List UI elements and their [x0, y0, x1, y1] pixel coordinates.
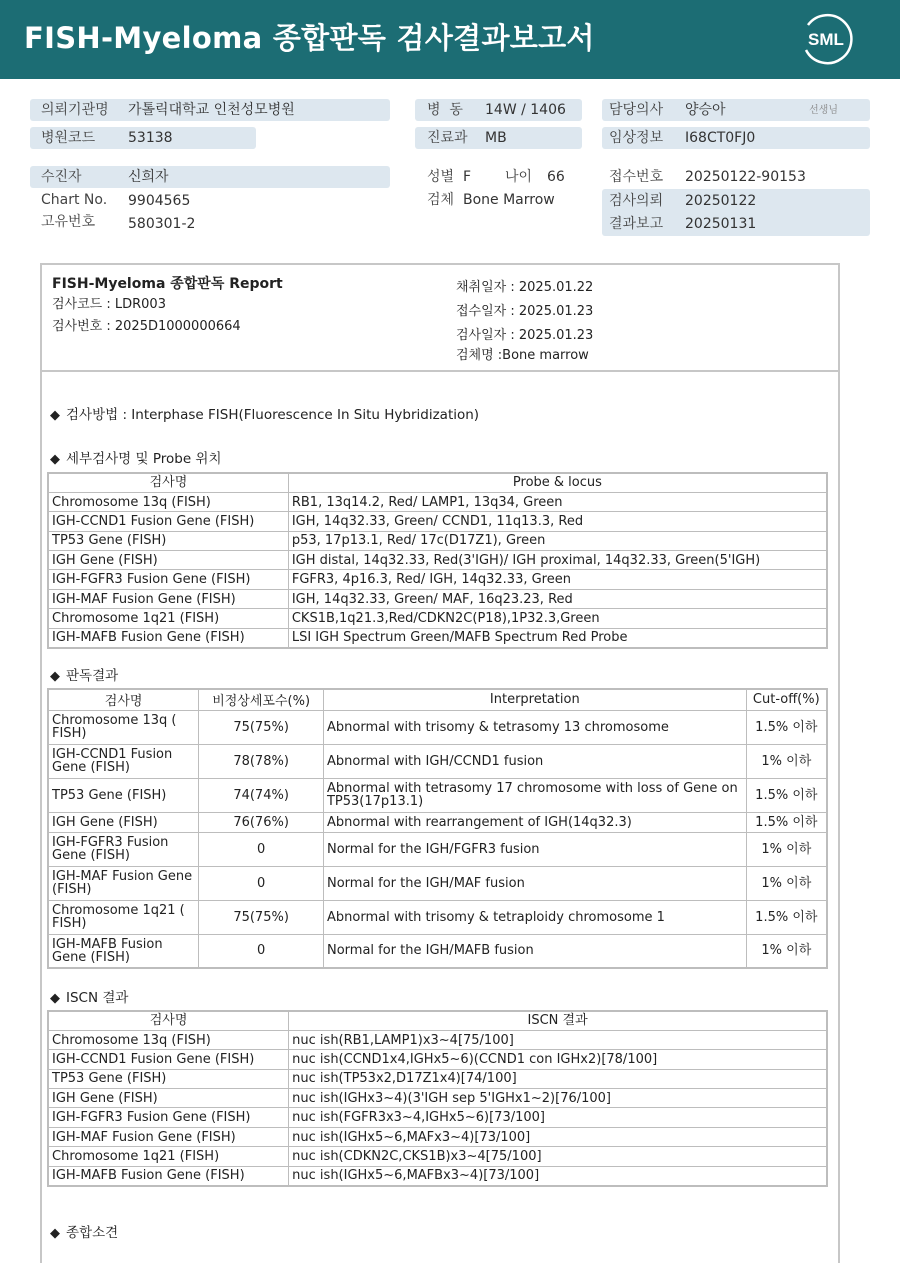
collect-date: 채취일자 : 2025.01.22: [456, 280, 594, 295]
column-header: 비정상세포수(%): [199, 689, 324, 710]
interpretation-cell: Normal for the IGH/MAFB fusion: [323, 934, 746, 968]
report-title: FISH-Myeloma 종합판독 Report: [52, 276, 283, 292]
id-value: 580301-2: [128, 216, 196, 232]
probe-section-title: [50, 447, 222, 467]
test-name-cell: IGH-MAFB Fusion Gene (FISH): [48, 628, 288, 647]
logo-text: SML: [808, 30, 844, 49]
cutoff-cell: 1.5% 이하: [746, 900, 827, 934]
test-name-cell: IGH-MAF Fusion Gene (FISH): [48, 589, 288, 608]
sex-value: F: [463, 169, 472, 185]
patient-label: 수진자: [41, 169, 82, 185]
test-name-cell: Chromosome 1q21 (FISH): [48, 609, 288, 628]
test-name-cell: TP53 Gene (FISH): [48, 531, 288, 550]
clinical-value: I68CT0FJ0: [685, 130, 756, 146]
table-row: [48, 1108, 827, 1127]
specimen-label: 검체: [427, 192, 455, 208]
iscn-cell: nuc ish(IGHx5~6,MAFBx3~4)[73/100]: [289, 1166, 827, 1185]
receipt-no-value: 20250122-90153: [685, 169, 806, 185]
interpretation-cell: Abnormal with rearrangement of IGH(14q32.3): [323, 812, 746, 832]
method-line: [50, 403, 479, 423]
test-name-cell: Chromosome 13q (FISH): [48, 1030, 289, 1049]
chart-label: Chart No.: [41, 192, 108, 208]
cutoff-cell: 1% 이하: [746, 744, 827, 778]
cutoff-cell: 1% 이하: [746, 832, 827, 866]
probe-cell: IGH, 14q32.33, Green/ MAF, 16q23.23, Red: [288, 589, 827, 608]
interpretation-cell: Abnormal with trisomy & tetraploidy chromosome 1: [323, 900, 746, 934]
request-value: 20250122: [685, 193, 757, 209]
test-number: 검사번호 : 2025D1000000664: [52, 319, 241, 334]
test-name-cell: IGH-FGFR3 Fusion Gene (FISH): [48, 832, 199, 866]
interpretation-cell: Abnormal with IGH/CCND1 fusion: [323, 744, 746, 778]
iscn-section-title: [50, 986, 128, 1006]
receipt-no-label: 접수번호: [609, 169, 664, 185]
diamond-bullet-icon: ◆: [50, 1226, 60, 1241]
report-header: [0, 0, 900, 79]
test-date: 검사일자 : 2025.01.23: [456, 328, 594, 343]
iscn-cell: nuc ish(FGFR3x3~4,IGHx5~6)[73/100]: [289, 1108, 827, 1127]
column-header: ISCN 결과: [289, 1011, 827, 1030]
receipt-date: 접수일자 : 2025.01.23: [456, 304, 594, 319]
column-header: Probe & locus: [288, 473, 827, 492]
diamond-bullet-icon: ◆: [50, 452, 60, 467]
iscn-cell: nuc ish(RB1,LAMP1)x3~4[75/100]: [289, 1030, 827, 1049]
table-row: [48, 1089, 827, 1108]
table-row: [48, 551, 827, 570]
test-name-cell: TP53 Gene (FISH): [48, 1069, 289, 1088]
abnormal-count-cell: 75(75%): [199, 710, 324, 744]
specimen-name: 검체명 :Bone marrow: [456, 348, 589, 363]
test-name-cell: IGH-CCND1 Fusion Gene (FISH): [48, 1050, 289, 1069]
probe-cell: CKS1B,1q21.3,Red/CDKN2C(P18),1P32.3,Green: [288, 609, 827, 628]
column-header: Cut-off(%): [746, 689, 827, 710]
cutoff-cell: 1.5% 이하: [746, 778, 827, 812]
test-name-cell: IGH-MAF Fusion Gene (FISH): [48, 866, 199, 900]
institution-label: 의뢰기관명: [41, 102, 109, 118]
probe-cell: IGH distal, 14q32.33, Red(3'IGH)/ IGH proximal, 14q32.33, Green(5'IGH): [288, 551, 827, 570]
table-row: [48, 1147, 827, 1166]
probe-table-header: [48, 473, 827, 492]
iscn-cell: nuc ish(IGHx5~6,MAFx3~4)[73/100]: [289, 1127, 827, 1146]
hospital-code-value: 53138: [128, 130, 173, 146]
doctor-value: 양승아: [685, 102, 726, 118]
table-row: [48, 1166, 827, 1185]
probe-cell: FGFR3, 4p16.3, Red/ IGH, 14q32.33, Green: [288, 570, 827, 589]
iscn-cell: nuc ish(TP53x2,D17Z1x4)[74/100]: [289, 1069, 827, 1088]
diamond-bullet-icon: ◆: [50, 991, 60, 1006]
report-header-divider: [42, 370, 838, 372]
table-row: [48, 778, 827, 812]
probe-cell: IGH, 14q32.33, Green/ CCND1, 11q13.3, Red: [288, 512, 827, 531]
table-row: [48, 900, 827, 934]
interpretation-cell: Normal for the IGH/FGFR3 fusion: [323, 832, 746, 866]
table-row: [48, 570, 827, 589]
test-name-cell: IGH Gene (FISH): [48, 551, 288, 570]
interpretation-cell: Normal for the IGH/MAF fusion: [323, 866, 746, 900]
result-section-text: 판독결과: [66, 668, 119, 684]
table-row: [48, 609, 827, 628]
abnormal-count-cell: 78(78%): [199, 744, 324, 778]
interpretation-cell: Abnormal with trisomy & tetrasomy 13 chromosome: [323, 710, 746, 744]
test-name-cell: IGH-CCND1 Fusion Gene (FISH): [48, 744, 199, 778]
test-name-cell: IGH-MAFB Fusion Gene (FISH): [48, 1166, 289, 1185]
clinical-label: 임상정보: [609, 130, 664, 146]
probe-cell: RB1, 13q14.2, Red/ LAMP1, 13q34, Green: [288, 492, 827, 511]
test-name-cell: Chromosome 13q (FISH): [48, 492, 288, 511]
id-label: 고유번호: [41, 214, 96, 230]
iscn-cell: nuc ish(CCND1x4,IGHx5~6)(CCND1 con IGHx2)[78/100]: [289, 1050, 827, 1069]
table-row: [48, 492, 827, 511]
specimen-value: Bone Marrow: [463, 192, 555, 208]
summary-section-text: 종합소견: [66, 1225, 119, 1241]
test-name-cell: Chromosome 1q21 ( FISH): [48, 900, 199, 934]
age-label: 나이: [505, 169, 533, 185]
chart-value: 9904565: [128, 193, 191, 209]
cutoff-cell: 1% 이하: [746, 866, 827, 900]
interpretation-cell: Abnormal with tetrasomy 17 chromosome with loss of Gene on TP53(17p13.1): [323, 778, 746, 812]
probe-cell: p53, 17p13.1, Red/ 17c(D17Z1), Green: [288, 531, 827, 550]
abnormal-count-cell: 75(75%): [199, 900, 324, 934]
patient-bar: [30, 166, 390, 188]
table-row: [48, 866, 827, 900]
iscn-cell: nuc ish(CDKN2C,CKS1B)x3~4[75/100]: [289, 1147, 827, 1166]
sex-label: 성별: [427, 169, 455, 185]
result-table: [47, 688, 828, 969]
diamond-bullet-icon: ◆: [50, 669, 60, 684]
report-date-value: 20250131: [685, 216, 757, 232]
column-header: Interpretation: [323, 689, 746, 710]
table-row: [48, 1030, 827, 1049]
dept-value: MB: [485, 130, 507, 146]
column-header: 검사명: [48, 473, 288, 492]
cutoff-cell: 1.5% 이하: [746, 710, 827, 744]
abnormal-count-cell: 0: [199, 934, 324, 968]
probe-section-text: 세부검사명 및 Probe 위치: [66, 451, 222, 467]
report-main-title: FISH-Myeloma 종합판독 검사결과보고서: [24, 21, 595, 55]
abnormal-count-cell: 0: [199, 832, 324, 866]
doctor-label: 담당의사: [609, 102, 664, 118]
doctor-suffix: 선생님: [809, 105, 838, 116]
patient-value: 신희자: [128, 169, 169, 185]
test-code: 검사코드 : LDR003: [52, 297, 166, 312]
sml-logo: [799, 12, 853, 66]
table-row: [48, 812, 827, 832]
age-value: 66: [547, 169, 565, 185]
table-row: [48, 1050, 827, 1069]
test-name-cell: IGH-MAFB Fusion Gene (FISH): [48, 934, 199, 968]
hospital-code-label: 병원코드: [41, 130, 96, 146]
institution-value: 가톨릭대학교 인천성모병원: [128, 102, 295, 118]
test-name-cell: Chromosome 13q ( FISH): [48, 710, 199, 744]
abnormal-count-cell: 74(74%): [199, 778, 324, 812]
test-name-cell: Chromosome 1q21 (FISH): [48, 1147, 289, 1166]
test-name-cell: IGH-CCND1 Fusion Gene (FISH): [48, 512, 288, 531]
table-row: [48, 628, 827, 647]
diamond-bullet-icon: ◆: [50, 408, 60, 423]
abnormal-count-cell: 0: [199, 866, 324, 900]
cutoff-cell: 1.5% 이하: [746, 812, 827, 832]
method-text: 검사방법 : Interphase FISH(Fluorescence In Situ Hybridization): [66, 407, 480, 423]
table-row: [48, 710, 827, 744]
ward-value: 14W / 1406: [485, 102, 566, 118]
table-row: [48, 1069, 827, 1088]
summary-section-title: [50, 1221, 118, 1241]
column-header: 검사명: [48, 689, 199, 710]
table-row: [48, 531, 827, 550]
test-name-cell: IGH-MAF Fusion Gene (FISH): [48, 1127, 289, 1146]
report-date-label: 결과보고: [609, 216, 664, 232]
ward-label: 병 동: [427, 102, 463, 118]
result-table-header: [48, 689, 827, 710]
test-name-cell: IGH-FGFR3 Fusion Gene (FISH): [48, 1108, 289, 1127]
table-row: [48, 832, 827, 866]
table-row: [48, 934, 827, 968]
probe-table: [47, 472, 828, 649]
request-label: 검사의뢰: [609, 193, 664, 209]
cutoff-cell: 1% 이하: [746, 934, 827, 968]
iscn-section-text: ISCN 결과: [66, 990, 129, 1006]
abnormal-count-cell: 76(76%): [199, 812, 324, 832]
table-row: [48, 512, 827, 531]
dept-label: 진료과: [427, 130, 468, 146]
test-name-cell: IGH-FGFR3 Fusion Gene (FISH): [48, 570, 288, 589]
table-row: [48, 744, 827, 778]
test-name-cell: TP53 Gene (FISH): [48, 778, 199, 812]
iscn-cell: nuc ish(IGHx3~4)(3'IGH sep 5'IGHx1~2)[76/100]: [289, 1089, 827, 1108]
test-name-cell: IGH Gene (FISH): [48, 1089, 289, 1108]
table-row: [48, 1127, 827, 1146]
result-section-title: [50, 664, 118, 684]
iscn-table-header: [48, 1011, 827, 1030]
probe-cell: LSI IGH Spectrum Green/MAFB Spectrum Red Probe: [288, 628, 827, 647]
table-row: [48, 589, 827, 608]
test-name-cell: IGH Gene (FISH): [48, 812, 199, 832]
column-header: 검사명: [48, 1011, 289, 1030]
iscn-table: [47, 1010, 828, 1187]
